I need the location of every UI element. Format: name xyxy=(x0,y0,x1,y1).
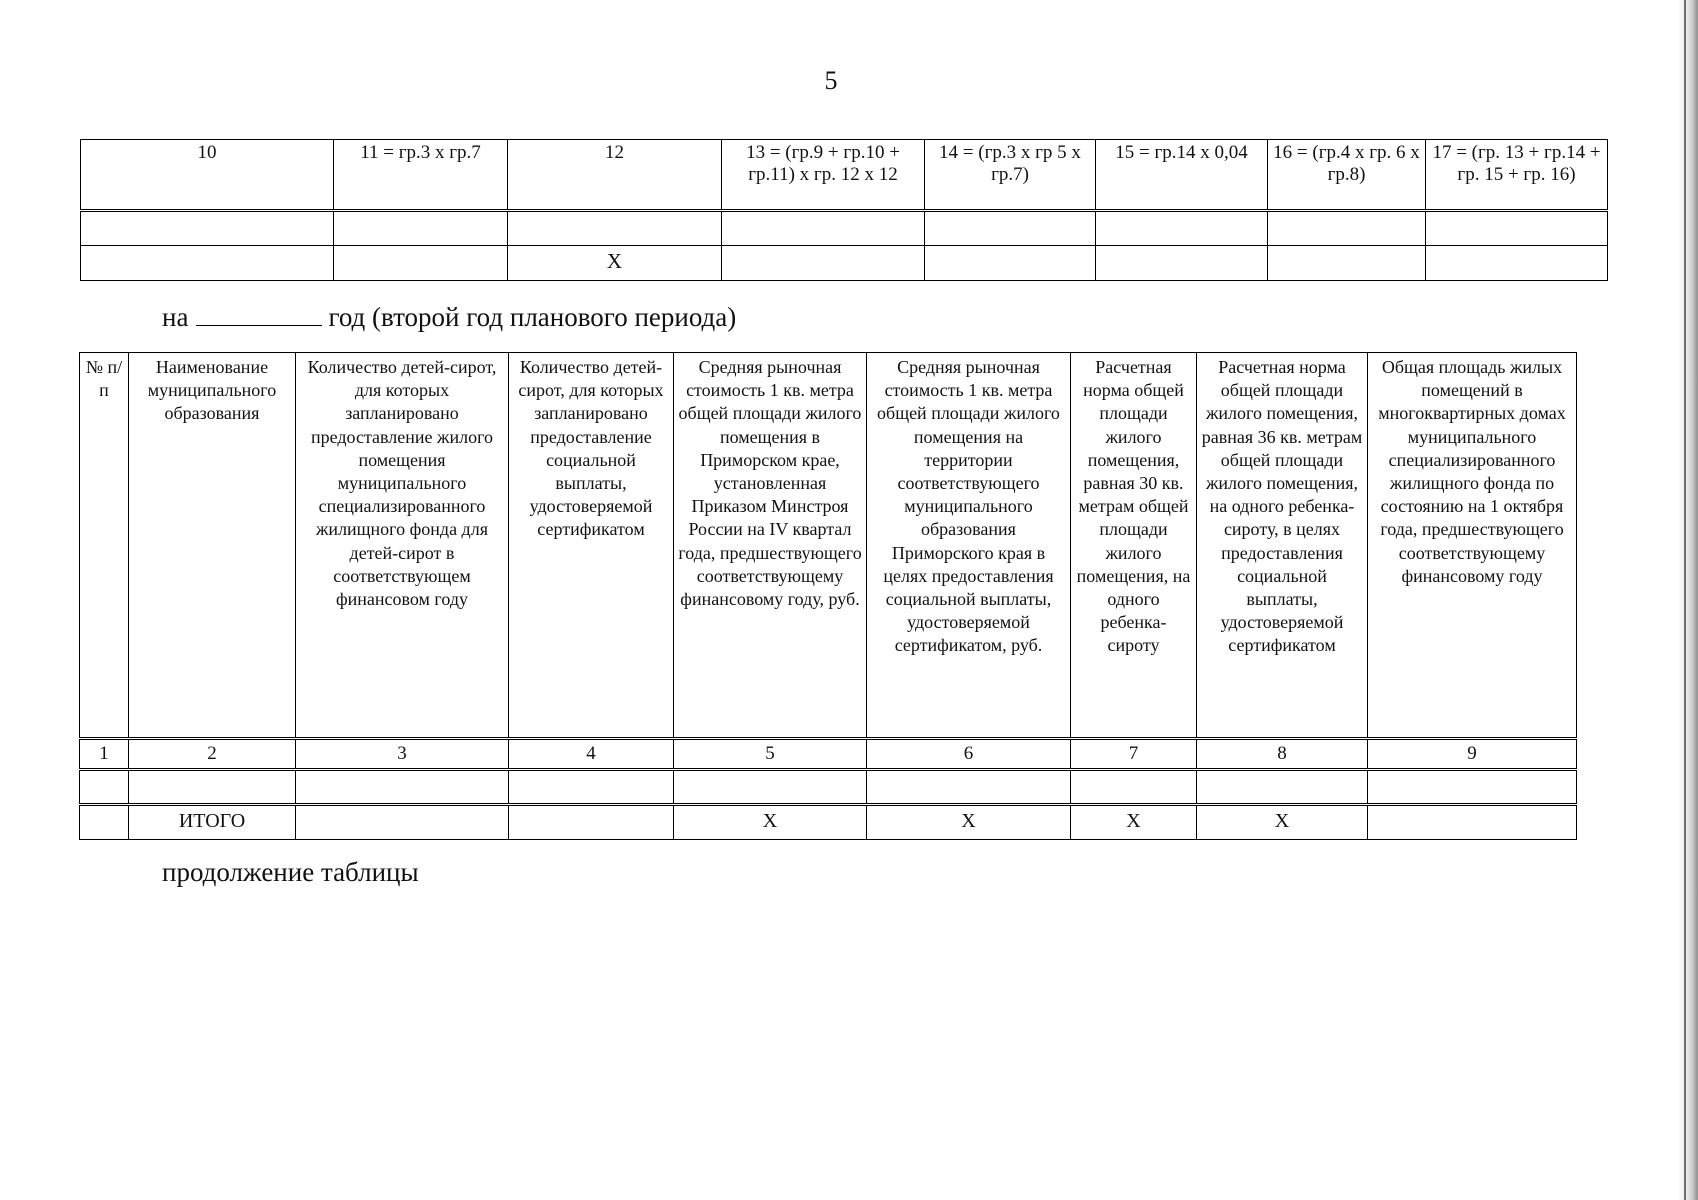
column-header: № п/п xyxy=(80,353,129,739)
column-number: 5 xyxy=(674,739,867,770)
column-header: Количество детей-сирот, для которых запланировано предоставление жилого помещения муниципального специализированного жилищного фонда для детей-сирот в соответствующем финансовом году xyxy=(296,353,509,739)
column-header: 10 xyxy=(81,140,334,211)
table-cell xyxy=(867,770,1071,805)
table-cell xyxy=(509,770,674,805)
table-cell xyxy=(81,211,334,246)
column-header: 17 = (гр. 13 + гр.14 + гр. 15 + гр. 16) xyxy=(1426,140,1608,211)
table-cell xyxy=(1096,211,1268,246)
table-header-row xyxy=(80,353,1577,739)
column-header: 15 = гр.14 х 0,04 xyxy=(1096,140,1268,211)
table-row xyxy=(81,211,1608,246)
x-mark-cell: X xyxy=(674,805,867,840)
table-cell xyxy=(722,246,925,281)
table-cell xyxy=(1096,246,1268,281)
table-cell xyxy=(334,211,508,246)
column-number-row xyxy=(80,739,1577,770)
x-mark-cell: X xyxy=(1197,805,1368,840)
page-number: 5 xyxy=(824,66,838,95)
table-cell xyxy=(1368,770,1577,805)
column-number: 9 xyxy=(1368,739,1577,770)
table-cell xyxy=(508,211,722,246)
column-number: 8 xyxy=(1197,739,1368,770)
x-mark-cell: X xyxy=(508,246,722,281)
table-cell xyxy=(1197,770,1368,805)
table-cell xyxy=(925,211,1096,246)
table-cell xyxy=(509,805,674,840)
scan-edge-shadow xyxy=(1678,0,1698,1200)
column-header: 13 = (гр.9 + гр.10 + гр.11) х гр. 12 х 12 xyxy=(722,140,925,211)
heading-suffix: год (второй год планового периода) xyxy=(328,302,737,332)
table-cell xyxy=(80,805,129,840)
table-cell xyxy=(80,770,129,805)
table-cell xyxy=(129,770,296,805)
table-cell xyxy=(1426,211,1608,246)
table-cell xyxy=(1071,770,1197,805)
column-header: Расчетная норма общей площади жилого помещения, равная 36 кв. метрам общей площади жилого помещения, на одного ребенка-сироту, в целях предоставления социальной выплаты, удостоверяемой сертификатом xyxy=(1197,353,1368,739)
table-total-row xyxy=(81,246,1608,281)
table-header-row xyxy=(81,140,1608,211)
table-cell xyxy=(1368,805,1577,840)
column-header: Наименование муниципального образования xyxy=(129,353,296,739)
column-number: 4 xyxy=(509,739,674,770)
table-row xyxy=(80,770,1577,805)
column-header: Средняя рыночная стоимость 1 кв. метра общей площади жилого помещения в Приморском крае, установленная Приказом Минстроя России на IV квартал года, предшествующего соответствующему финансовому году, руб. xyxy=(674,353,867,739)
table-cell xyxy=(1268,246,1426,281)
column-number: 6 xyxy=(867,739,1071,770)
table-cell xyxy=(81,246,334,281)
column-header: 16 = (гр.4 х гр. 6 х гр.8) xyxy=(1268,140,1426,211)
column-header: Расчетная норма общей площади жилого помещения, равная 30 кв. метрам общей площади жилого помещения, на одного ребенка-сироту xyxy=(1071,353,1197,739)
column-number: 1 xyxy=(80,739,129,770)
table-cell xyxy=(296,805,509,840)
continuation-table-top xyxy=(80,139,1608,281)
column-number: 3 xyxy=(296,739,509,770)
table-cell xyxy=(925,246,1096,281)
table-cell xyxy=(296,770,509,805)
year-blank-line xyxy=(196,305,322,326)
column-number: 2 xyxy=(129,739,296,770)
table-total-row xyxy=(80,805,1577,840)
column-header: 14 = (гр.3 х гр 5 х гр.7) xyxy=(925,140,1096,211)
table-cell xyxy=(722,211,925,246)
column-header: Общая площадь жилых помещений в многоквартирных домах муниципального специализированного жилищного фонда по состоянию на 1 октября года, предшествующего соответствующему финансовому году xyxy=(1368,353,1577,739)
column-header: 12 xyxy=(508,140,722,211)
column-number: 7 xyxy=(1071,739,1197,770)
total-label: ИТОГО xyxy=(129,805,296,840)
scan-edge-line xyxy=(1684,0,1686,1200)
table-cell xyxy=(674,770,867,805)
continuation-label: продолжение таблицы xyxy=(162,857,419,887)
x-mark-cell: X xyxy=(1071,805,1197,840)
section-heading xyxy=(162,301,736,333)
column-header: Средняя рыночная стоимость 1 кв. метра общей площади жилого помещения на территории соответствующего муниципального образования Приморского края в целях предоставления социальной выплаты, удостоверяемой сертификатом, руб. xyxy=(867,353,1071,739)
table-cell xyxy=(1426,246,1608,281)
main-table xyxy=(79,352,1577,840)
table-cell xyxy=(1268,211,1426,246)
column-header: 11 = гр.3 х гр.7 xyxy=(334,140,508,211)
x-mark-cell: X xyxy=(867,805,1071,840)
column-header: Количество детей-сирот, для которых запланировано предоставление социальной выплаты, удостоверяемой сертификатом xyxy=(509,353,674,739)
table-cell xyxy=(334,246,508,281)
heading-prefix: на xyxy=(162,302,189,332)
